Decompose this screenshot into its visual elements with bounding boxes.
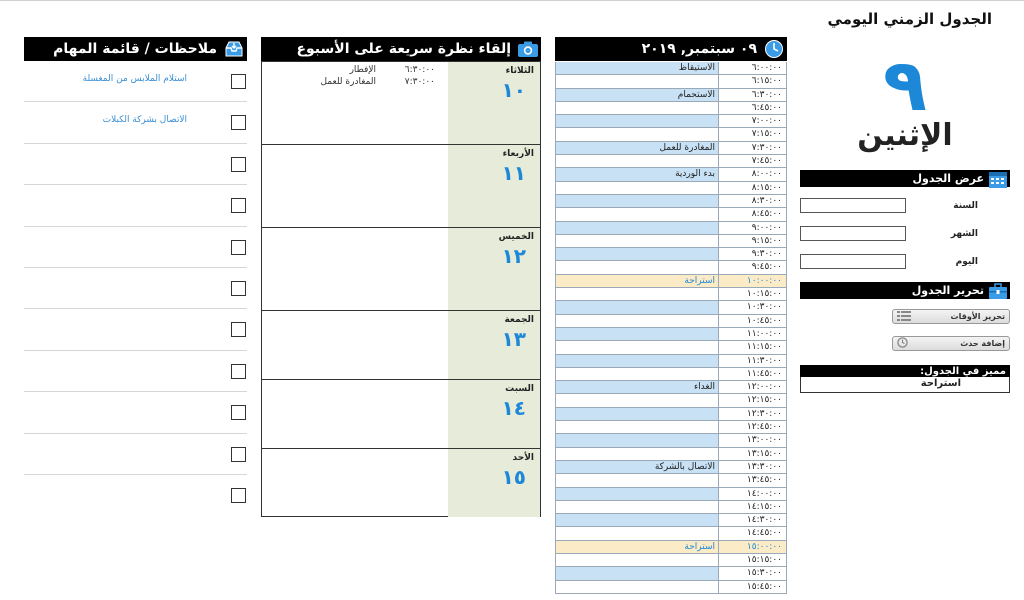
schedule-header — [555, 37, 787, 61]
schedule-time: ٧:٠٠:٠٠ — [751, 116, 782, 127]
note-item — [24, 309, 247, 350]
note-checkbox[interactable] — [231, 488, 246, 503]
week-day-column — [448, 311, 540, 379]
note-item — [24, 61, 247, 102]
schedule-row[interactable] — [555, 261, 787, 274]
schedule-row[interactable] — [555, 567, 787, 580]
schedule-row[interactable] — [555, 474, 787, 487]
highlight-title: مميز في الجدول: — [920, 365, 1006, 377]
schedule-time: ٩:٣٠:٠٠ — [751, 249, 782, 260]
schedule-row[interactable] — [555, 128, 787, 141]
schedule-row[interactable] — [555, 341, 787, 354]
schedule-event — [556, 474, 719, 486]
schedule-event — [556, 102, 719, 114]
week-overview — [261, 61, 541, 517]
schedule-row[interactable] — [555, 195, 787, 208]
schedule-event — [556, 421, 719, 433]
schedule-row[interactable] — [555, 328, 787, 341]
schedule-row[interactable] — [555, 488, 787, 501]
schedule-date: ٠٩ سبتمبر, ٢٠١٩ — [641, 41, 757, 57]
schedule-event: الاتصال بالشركة — [556, 461, 719, 473]
schedule-row[interactable] — [555, 275, 787, 288]
schedule-event — [556, 448, 719, 460]
schedule-row[interactable] — [555, 288, 787, 301]
month-input[interactable] — [800, 226, 906, 241]
today-weekday: الإثنين — [857, 118, 953, 153]
week-day — [262, 311, 540, 380]
schedule-event — [556, 434, 719, 446]
schedule-time: ٨:٣٠:٠٠ — [751, 195, 782, 206]
note-item — [24, 475, 247, 516]
schedule-event — [556, 341, 719, 353]
schedule-event — [556, 182, 719, 194]
schedule-event — [556, 355, 719, 367]
schedule-time: ١١:٤٥:٠٠ — [746, 368, 782, 379]
notes-header — [24, 37, 247, 61]
edit-schedule-header — [800, 282, 1010, 299]
week-title: إلقاء نظرة سريعة على الأسبوع — [296, 41, 511, 57]
week-day-number: ١٠ — [501, 78, 526, 102]
briefcase-icon — [988, 281, 1008, 301]
note-checkbox[interactable] — [231, 157, 246, 172]
schedule-time: ١٠:٠٠:٠٠ — [719, 275, 786, 287]
schedule-row[interactable] — [555, 301, 787, 314]
schedule-row[interactable] — [555, 394, 787, 407]
schedule-row[interactable] — [555, 235, 787, 248]
highlight-header — [800, 365, 1010, 377]
schedule-time: ١٢:٠٠:٠٠ — [746, 382, 782, 393]
week-day-name: السبت — [505, 384, 534, 394]
schedule-event: الاستحمام — [556, 89, 719, 101]
schedule-event — [556, 248, 719, 260]
week-day-number: ١٤ — [501, 396, 526, 420]
week-day-number: ١٥ — [501, 465, 526, 489]
schedule-event — [556, 488, 719, 500]
schedule-row[interactable] — [555, 408, 787, 421]
schedule-time: ١٤:١٥:٠٠ — [746, 501, 782, 512]
note-item — [24, 185, 247, 226]
week-day — [262, 62, 540, 145]
schedule-time: ١٥:٠٠:٠٠ — [719, 541, 786, 553]
highlight-value: استراحة — [800, 377, 1010, 393]
note-item — [24, 144, 247, 185]
schedule-time: ١٥:٣٠:٠٠ — [746, 568, 782, 579]
week-day-column — [448, 380, 540, 448]
top-divider — [0, 0, 1024, 1]
schedule-time: ٨:٠٠:٠٠ — [751, 169, 782, 180]
schedule-row[interactable] — [555, 208, 787, 221]
week-event-time: ٧:٣٠:٠٠ — [404, 77, 435, 87]
app-title: الجدول الزمني اليومي — [827, 10, 992, 28]
schedule-row[interactable] — [555, 581, 787, 594]
week-day-column — [448, 62, 540, 144]
note-text: استلام الملابس من المغسلة — [82, 74, 187, 84]
note-checkbox[interactable] — [231, 74, 246, 89]
notes-list — [24, 61, 247, 516]
note-text: الاتصال بشركة الكبلات — [102, 115, 187, 126]
schedule-row[interactable] — [555, 222, 787, 235]
schedule-time: ١١:٣٠:٠٠ — [746, 355, 782, 366]
schedule-time: ٩:٠٠:٠٠ — [751, 222, 782, 233]
schedule-event — [556, 235, 719, 247]
note-checkbox[interactable] — [231, 198, 246, 213]
schedule-event — [556, 75, 719, 87]
schedule-row[interactable] — [555, 102, 787, 115]
schedule-row[interactable] — [555, 368, 787, 381]
day-label: اليوم — [955, 257, 978, 267]
schedule-event — [556, 315, 719, 327]
schedule-event — [556, 222, 719, 234]
note-item — [24, 434, 247, 475]
schedule-row[interactable] — [555, 527, 787, 540]
schedule-event — [556, 567, 719, 579]
month-label: الشهر — [950, 229, 978, 239]
note-checkbox[interactable] — [231, 115, 246, 130]
note-item — [24, 268, 247, 309]
schedule-time: ٩:٤٥:٠٠ — [751, 262, 782, 273]
week-day-column — [448, 145, 540, 227]
inbox-icon — [223, 38, 245, 60]
schedule-event — [556, 328, 719, 340]
schedule-time: ١١:٠٠:٠٠ — [746, 328, 782, 339]
schedule-event — [556, 554, 719, 566]
schedule-event — [556, 501, 719, 513]
week-day-name: الأحد — [512, 453, 534, 463]
schedule-row[interactable] — [555, 75, 787, 88]
schedule-event — [556, 128, 719, 140]
schedule-row[interactable] — [555, 421, 787, 434]
add-event-button[interactable] — [892, 336, 1010, 351]
schedule-time: ١٢:٤٥:٠٠ — [746, 422, 782, 433]
clock-small-icon — [897, 337, 908, 350]
schedule-row[interactable] — [555, 315, 787, 328]
view-schedule-header — [800, 170, 1010, 187]
schedule-event — [556, 155, 719, 167]
week-day-number: ١١ — [501, 161, 526, 185]
schedule-time: ٧:٤٥:٠٠ — [751, 156, 782, 167]
note-checkbox[interactable] — [231, 405, 246, 420]
week-day — [262, 380, 540, 449]
schedule-event — [556, 288, 719, 300]
schedule-time: ٦:٠٠:٠٠ — [751, 63, 782, 73]
schedule-time: ١٤:٤٥:٠٠ — [746, 528, 782, 539]
week-day-column — [448, 449, 540, 517]
note-checkbox[interactable] — [231, 364, 246, 379]
schedule-row[interactable] — [555, 381, 787, 394]
schedule-row[interactable] — [555, 142, 787, 155]
schedule-event — [556, 394, 719, 406]
schedule-time: ١٥:٤٥:٠٠ — [746, 581, 782, 592]
schedule-row[interactable] — [555, 501, 787, 514]
schedule-event — [556, 208, 719, 220]
schedule-row[interactable] — [555, 62, 787, 75]
schedule-event: استراحة — [556, 541, 719, 553]
note-checkbox[interactable] — [231, 240, 246, 255]
edit-times-label: تحرير الأوقات — [950, 312, 1005, 321]
week-day — [262, 449, 540, 517]
year-label: السنة — [953, 201, 978, 211]
year-row — [800, 198, 1010, 214]
note-item — [24, 392, 247, 433]
schedule-event — [556, 368, 719, 380]
week-day-name: الثلاثاء — [505, 66, 534, 76]
week-day-name: الجمعة — [504, 315, 534, 325]
edit-schedule-title: تحرير الجدول — [911, 284, 984, 297]
schedule-row[interactable] — [555, 541, 787, 554]
week-day-name: الأربعاء — [502, 149, 534, 159]
week-event-label: المغادرة للعمل — [320, 77, 376, 87]
schedule-time: ١٠:٤٥:٠٠ — [746, 315, 782, 326]
schedule-row[interactable] — [555, 115, 787, 128]
schedule-event — [556, 301, 719, 313]
note-checkbox[interactable] — [231, 447, 246, 462]
schedule-time: ٦:٤٥:٠٠ — [751, 102, 782, 113]
clock-icon — [763, 38, 785, 60]
schedule-time: ٨:٤٥:٠٠ — [751, 209, 782, 220]
week-header — [261, 37, 541, 61]
note-checkbox[interactable] — [231, 281, 246, 296]
schedule-event: استراحة — [556, 275, 719, 287]
week-event-time: ٦:٣٠:٠٠ — [404, 65, 435, 75]
schedule-time: ١٢:٣٠:٠٠ — [746, 408, 782, 419]
schedule-event: المغادرة للعمل — [556, 142, 719, 154]
calendar-icon — [988, 169, 1008, 189]
schedule-time: ٩:١٥:٠٠ — [751, 235, 782, 246]
schedule-row[interactable] — [555, 434, 787, 447]
schedule-row[interactable] — [555, 182, 787, 195]
schedule-event — [556, 115, 719, 127]
schedule-row[interactable] — [555, 448, 787, 461]
schedule-time: ٦:١٥:٠٠ — [751, 76, 782, 87]
view-schedule-title: عرض الجدول — [912, 172, 984, 185]
month-row — [800, 226, 1010, 242]
week-day-number: ١٣ — [501, 327, 526, 351]
note-checkbox[interactable] — [231, 322, 246, 337]
schedule-time: ١٣:٣٠:٠٠ — [746, 461, 782, 472]
schedule-time: ١٣:١٥:٠٠ — [746, 448, 782, 459]
schedule-row[interactable] — [555, 89, 787, 102]
schedule-time: ١٥:١٥:٠٠ — [746, 554, 782, 565]
note-item — [24, 102, 247, 143]
schedule-event: بدء الوردية — [556, 168, 719, 180]
schedule-time: ٨:١٥:٠٠ — [751, 182, 782, 193]
schedule-row[interactable] — [555, 355, 787, 368]
schedule-row[interactable] — [555, 514, 787, 527]
schedule-time: ٧:١٥:٠٠ — [751, 129, 782, 140]
camera-icon — [517, 38, 539, 60]
schedule-time: ١٢:١٥:٠٠ — [746, 395, 782, 406]
week-day-column — [448, 228, 540, 310]
schedule-event: الغداء — [556, 381, 719, 393]
schedule-event — [556, 408, 719, 420]
edit-times-button[interactable] — [892, 309, 1010, 324]
schedule-time: ١٤:٣٠:٠٠ — [746, 515, 782, 526]
schedule-time: ١٠:٣٠:٠٠ — [746, 302, 782, 313]
week-day — [262, 228, 540, 311]
year-input[interactable] — [800, 198, 906, 213]
schedule-event — [556, 527, 719, 539]
schedule-event — [556, 261, 719, 273]
schedule-row[interactable] — [555, 155, 787, 168]
schedule-event — [556, 581, 719, 593]
schedule-time: ٧:٣٠:٠٠ — [751, 142, 782, 153]
notes-title: ملاحظات / قائمة المهام — [53, 41, 217, 57]
schedule-time: ٦:٣٠:٠٠ — [751, 89, 782, 100]
day-input[interactable] — [800, 254, 906, 269]
schedule-row[interactable] — [555, 248, 787, 261]
note-item — [24, 227, 247, 268]
day-row — [800, 254, 1010, 270]
today-day-number: ٩ — [883, 43, 927, 127]
schedule-event — [556, 195, 719, 207]
schedule-time: ١٤:٠٠:٠٠ — [746, 488, 782, 499]
schedule-time: ١٣:٤٥:٠٠ — [746, 475, 782, 486]
list-icon — [897, 311, 911, 323]
schedule-time: ١٣:٠٠:٠٠ — [746, 435, 782, 446]
add-event-label: إضافة حدث — [960, 339, 1005, 348]
week-event-label: الإفطار — [349, 65, 376, 75]
schedule-table — [555, 62, 787, 594]
schedule-event — [556, 514, 719, 526]
note-item — [24, 351, 247, 392]
schedule-row[interactable] — [555, 168, 787, 181]
week-day — [262, 145, 540, 228]
schedule-row[interactable] — [555, 461, 787, 474]
schedule-time: ١١:١٥:٠٠ — [746, 342, 782, 353]
week-day-name: الخميس — [498, 232, 534, 242]
schedule-row[interactable] — [555, 554, 787, 567]
schedule-time: ١٠:١٥:٠٠ — [746, 289, 782, 300]
schedule-event: الاستيقاظ — [556, 62, 719, 74]
week-day-number: ١٢ — [501, 244, 526, 268]
